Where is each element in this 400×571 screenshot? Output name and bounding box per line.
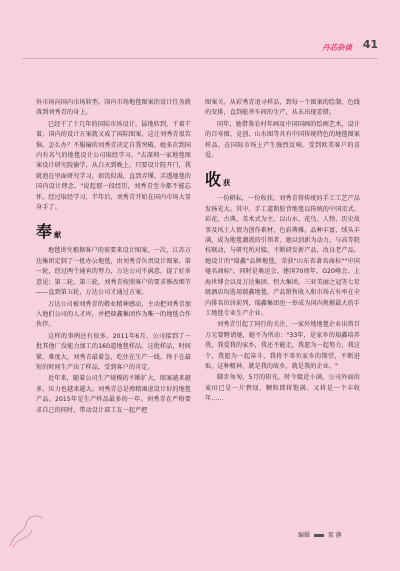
left-paragraph-3: 地毯讲究根据客户的需要来设计图案。一次，江苏万达集团定制了一批办公地毯，由刘秀青负责设计图案。第一轮，经过两个通宵的努力，万达公司不满意，提了好多意见；第二轮，第三轮，刘秀青按照客户的要求修改细节——直到第五轮，万达公司才通过方案。	[36, 247, 191, 297]
left-paragraph-5: 这样的事例还有很多。2011年6月，公司接到了一批其他厂没能力加工的160道地毯样品。这批样品，时间紧、难度大，刘秀青最着急，吃住在生产一线，终于在最短的时间生产出了样品，受到客户的肯定。	[36, 332, 191, 371]
left-paragraph-1: 外市场向国内市场转型。国内市场地毯图案的设计任务就落到刘秀青的身上。	[36, 99, 191, 117]
right-column	[205, 98, 360, 406]
section-heading-harvest	[205, 171, 360, 189]
editor-divider	[314, 534, 324, 537]
left-paragraph-4: 万达公司被刘秀青的敬业精神感动，主动把刘秀青加入他们公司的人才库，并把瑞鑫集团作为唯一的地毯合作伙伴。	[36, 300, 191, 329]
editor-credit	[298, 530, 342, 539]
corner-ornament-icon	[6, 510, 46, 550]
section-heading-dedication	[36, 223, 191, 241]
right-paragraph-3: 一份耕耘，一份收获。刘秀青将传统的手工工艺产品发扬光大。其中，手工道斯胶背地毯以传统的中国京式、彩花、古典、美术式为主，以山水、花鸟、人物、历史故事及风土人情为创作素材，色彩典雅，品种丰富，绒头丰满，成为地毯潮流的引领者，她以创新为动力，与高等院校联动，与研究所对接，不断研发新产品，改良老产品。她设计的"瑞鑫"品牌地毯，荣获"山东省著名商标""中国驰名商标"，同时是奥运会、建国70周年、G20峰会、上海世博会以及万达集团、恒大集团、三亚美丽之冠等七星级酒店均选用瑞鑫地毯，产品销售收入和市场占有率在全内排名位居前列，瑞鑫集团也一举成为国内规模最大的手工地毯专业生产企业。	[205, 195, 360, 317]
section-heading-small: 获	[223, 179, 231, 188]
section-heading-small: 献	[54, 231, 62, 240]
right-paragraph-4: 刘秀青引起了同行的关注，一家外地地毯企业出资百万元要聘请她，她不为所动："33年，是家乡的瑞鑫培养我，我爱我的家乡，我还不能走，我愿为一起努力，我这个，我愿为一起奋斗、我将不辜负家乡的期望，不断进取。这种精神，就是我的故乡，就是我的企业。"	[205, 321, 360, 370]
right-paragraph-5: 脚步匆匆，5月的阳光，时令接近小满，公司外面的麦田已是一片碧绿，颗粒即将饱满。又将是一个丰收年……	[205, 374, 360, 403]
section-heading-big: 收	[205, 170, 222, 190]
page-number: 41	[362, 38, 378, 51]
header-brand: 丹芯杂谈	[322, 43, 352, 52]
header-rule	[22, 58, 378, 59]
left-paragraph-2: 已经干了十几年的国际市场设计，猛地转到，干着干着，国内的设计方案就又成了国际图案，这让刘秀青很苦恼。怎么办？不服输的刘秀青决定自我突破。她多次到国内有名气的地毯设计公司取经学习。"去深圳一家地毯图案设计研究院偷学，从白天到晚上，只要设计院开门，我就泡在里面研究学习，如饥似渴，直到弄懂、弄透地毯的国内设计理念。"说起那一段经历，刘秀青至今都不能忘怀。经过取经学习，半年后，刘秀青开始在国内市场大显身手了。	[36, 120, 191, 212]
left-paragraph-6: 近年来，随着公司生产规模的不断扩大，图案越来越多，压力也越来越大。刘秀青总是殚精竭虑设计好的地毯产品。2015年是生产样品最多的一年。刘秀青在严格要求自己的同时，带动设计部工友一起严把	[36, 375, 191, 414]
right-paragraph-1: 图案关。从彩秀青追寻样品，到每一个图案的绘制，色线的安排，直到能斧车间的生产，从未出现差错。	[205, 99, 360, 117]
left-column	[36, 98, 191, 417]
editor-label: 编辑	[298, 532, 311, 539]
section-heading-big: 奉	[36, 222, 53, 242]
right-paragraph-2: 同年，她借鉴农村年画及中国国画的绘画艺术，设计的百寿图、竞创、山水图等具有中国传统特色的地毯图案样品，在国际市场上产生强烈反响，受到欧美客户的喜爱。	[205, 120, 360, 160]
editor-name: 雷 静	[327, 532, 342, 539]
